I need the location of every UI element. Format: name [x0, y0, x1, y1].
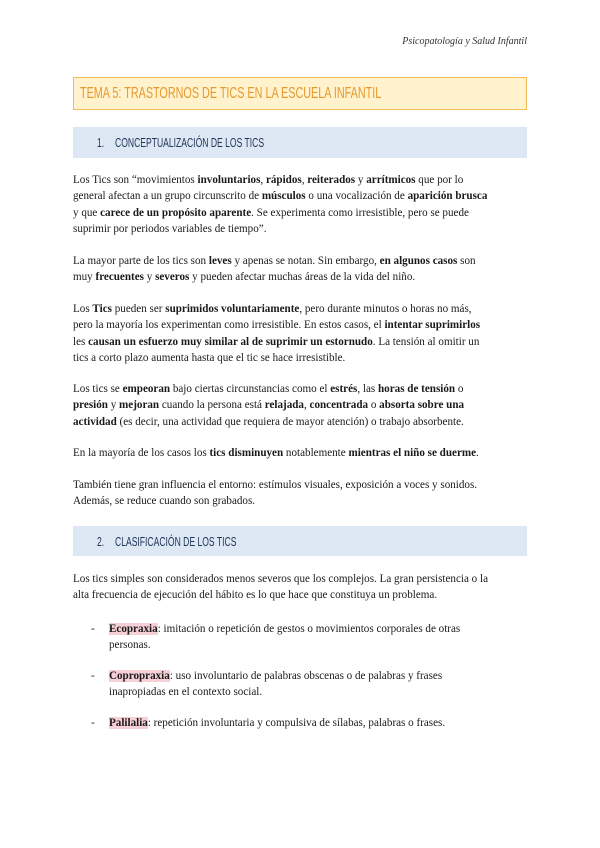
text-run: Los Tics son “movimientos [73, 174, 198, 186]
text-run: . [476, 447, 479, 459]
text-run: : imitación o repetición de gestos o movimientos corporales de otras [157, 623, 461, 635]
list-item-body [109, 668, 442, 701]
text-run: alta frecuencia de ejecución del hábito es lo que hace que constituya un problema. [73, 589, 438, 602]
list-item-body [109, 715, 445, 731]
text-run: : repetición involuntaria y compulsiva de sílabas, palabras o frases. [147, 717, 446, 729]
key-term: suprimidos voluntariamente [165, 303, 300, 315]
paragraph-sleep [73, 445, 479, 461]
text-run: y [355, 174, 367, 186]
key-term: mejoran [119, 399, 160, 412]
section-title: CLASIFICACIÓN DE LOS TICS [115, 533, 237, 549]
key-term: estrés [330, 383, 358, 395]
key-term: severos [155, 271, 190, 284]
text-line [73, 381, 464, 397]
list-marker: - [91, 717, 95, 729]
text-run: Los tics simples son considerados menos severos que los complejos. La gran persistencia o la [73, 573, 489, 585]
key-term: actividad [73, 415, 117, 428]
text-run: y pueden afectar muchas áreas de la vida del niño. [189, 271, 416, 284]
key-term: absorta sobre una [379, 399, 465, 412]
text-run: Los [73, 303, 93, 315]
text-line [109, 637, 460, 653]
paragraph-severity [73, 253, 476, 286]
text-run: o una vocalización de [305, 190, 408, 203]
text-run: : uso involuntario de palabras obscenas o de palabras y frases [169, 670, 443, 682]
text-run: , pero durante minutos o horas no más, [299, 303, 472, 315]
paragraph-environment [73, 477, 477, 510]
text-run: y [107, 399, 120, 412]
text-run: que por lo [415, 174, 464, 186]
key-term: horas de tensión [378, 383, 456, 395]
highlighted-term: Copropraxia [109, 670, 170, 682]
list-item-body [109, 621, 460, 654]
key-term: intentar suprimirlos [384, 319, 481, 332]
text-line [109, 715, 445, 731]
text-run: personas. [109, 639, 151, 652]
key-term: Tics [92, 303, 112, 315]
key-term: presión [73, 399, 108, 412]
text-line [109, 668, 442, 684]
text-line [73, 414, 464, 430]
text-run: general afectan a un grupo circunscrito de [73, 190, 262, 203]
text-line [73, 350, 480, 366]
text-run: pueden ser [111, 303, 166, 315]
text-line [73, 205, 487, 221]
text-line [73, 477, 477, 493]
text-run: y [143, 271, 156, 284]
key-term: aparición brusca [407, 190, 488, 203]
text-run: son [457, 255, 476, 267]
section-number: 1. [97, 135, 105, 150]
text-run: y que [73, 206, 101, 219]
text-line [73, 301, 480, 317]
key-term: arrítmicos [366, 174, 416, 186]
text-line [73, 221, 487, 237]
text-run: , las [357, 383, 379, 395]
list-marker: - [91, 670, 95, 682]
text-line [73, 397, 464, 413]
section-number: 2. [97, 533, 105, 549]
key-term: músculos [261, 190, 306, 203]
key-term: concentrada [309, 399, 369, 412]
key-term: involuntarios [197, 174, 261, 186]
text-run: La mayor parte de los tics son [73, 255, 209, 267]
text-run: o [368, 399, 380, 412]
text-line [73, 172, 487, 188]
text-line [73, 571, 488, 587]
key-term: carece de un propósito aparente [100, 206, 252, 219]
highlighted-term: Palilalia [109, 717, 148, 729]
topic-title-box [73, 77, 527, 110]
text-run: cuando la persona está [159, 399, 265, 412]
key-term: tics disminuyen [209, 447, 284, 459]
paragraph-circumstances [73, 381, 464, 430]
key-term: leves [208, 255, 232, 267]
list-marker: - [91, 623, 95, 635]
text-line [73, 334, 480, 350]
key-term: mientras el niño se duerme [348, 447, 477, 459]
text-run: , [301, 174, 308, 186]
text-line [73, 317, 480, 333]
text-run: tics a corto plazo aumenta hasta que el tic se hace irresistible. [73, 351, 346, 364]
text-run: En la mayoría de los casos los [73, 447, 210, 459]
text-line [73, 445, 479, 461]
text-run: bajo ciertas circunstancias como el [170, 383, 331, 395]
text-run: pero la mayoría los experimentan como irresistible. En estos casos, el [73, 319, 385, 332]
text-run: muy [73, 271, 96, 284]
text-run: También tiene gran influencia el entorno: estímulos visuales, exposición a voces y sonidos. [73, 479, 478, 491]
text-run: notablemente [283, 447, 349, 459]
key-term: causan un esfuerzo muy similar al de suprimir un estornudo [88, 335, 373, 348]
text-run: inapropiadas en el contexto social. [109, 686, 263, 699]
key-term: frecuentes [95, 271, 144, 284]
section-title: CONCEPTUALIZACIÓN DE LOS TICS [115, 135, 265, 150]
text-run: , [260, 174, 266, 186]
text-line [73, 493, 477, 509]
text-run: . Se experimenta como irresistible, pero se puede [251, 206, 469, 219]
text-line [73, 188, 487, 204]
section-heading-2 [73, 526, 527, 556]
paragraph-classification [73, 571, 488, 604]
text-run: Además, se reduce cuando son grabados. [73, 495, 256, 508]
text-run: . La tensión al omitir un [372, 335, 480, 348]
text-run: Los tics se [73, 383, 123, 395]
key-term: en algunos casos [379, 255, 458, 267]
text-line [73, 269, 476, 285]
section-heading-1 [73, 127, 527, 158]
text-run: , [303, 399, 310, 412]
key-term: rápidos [265, 174, 302, 186]
text-run: y apenas se notan. Sin embargo, [231, 255, 380, 267]
text-line [109, 621, 460, 637]
key-term: empeoran [122, 383, 171, 395]
paragraph-definition [73, 172, 487, 237]
text-line [73, 587, 488, 603]
text-run: o [455, 383, 464, 395]
topic-title: TEMA 5: TRASTORNOS DE TICS EN LA ESCUELA INFANTIL [80, 85, 382, 102]
key-term: reiterados [307, 174, 356, 186]
running-header-title: Psicopatología y Salud Infantil [402, 36, 527, 47]
text-run: (es decir, una actividad que requiera de mayor atención) o trabajo absorbente. [116, 415, 464, 428]
highlighted-term: Ecopraxia [109, 623, 158, 635]
text-run: les [73, 335, 89, 348]
paragraph-suppression [73, 301, 480, 366]
text-line [73, 253, 476, 269]
key-term: relajada [264, 399, 304, 412]
text-run: suprimir por periodos variables de tiempo”. [73, 222, 267, 235]
text-line [109, 684, 442, 700]
